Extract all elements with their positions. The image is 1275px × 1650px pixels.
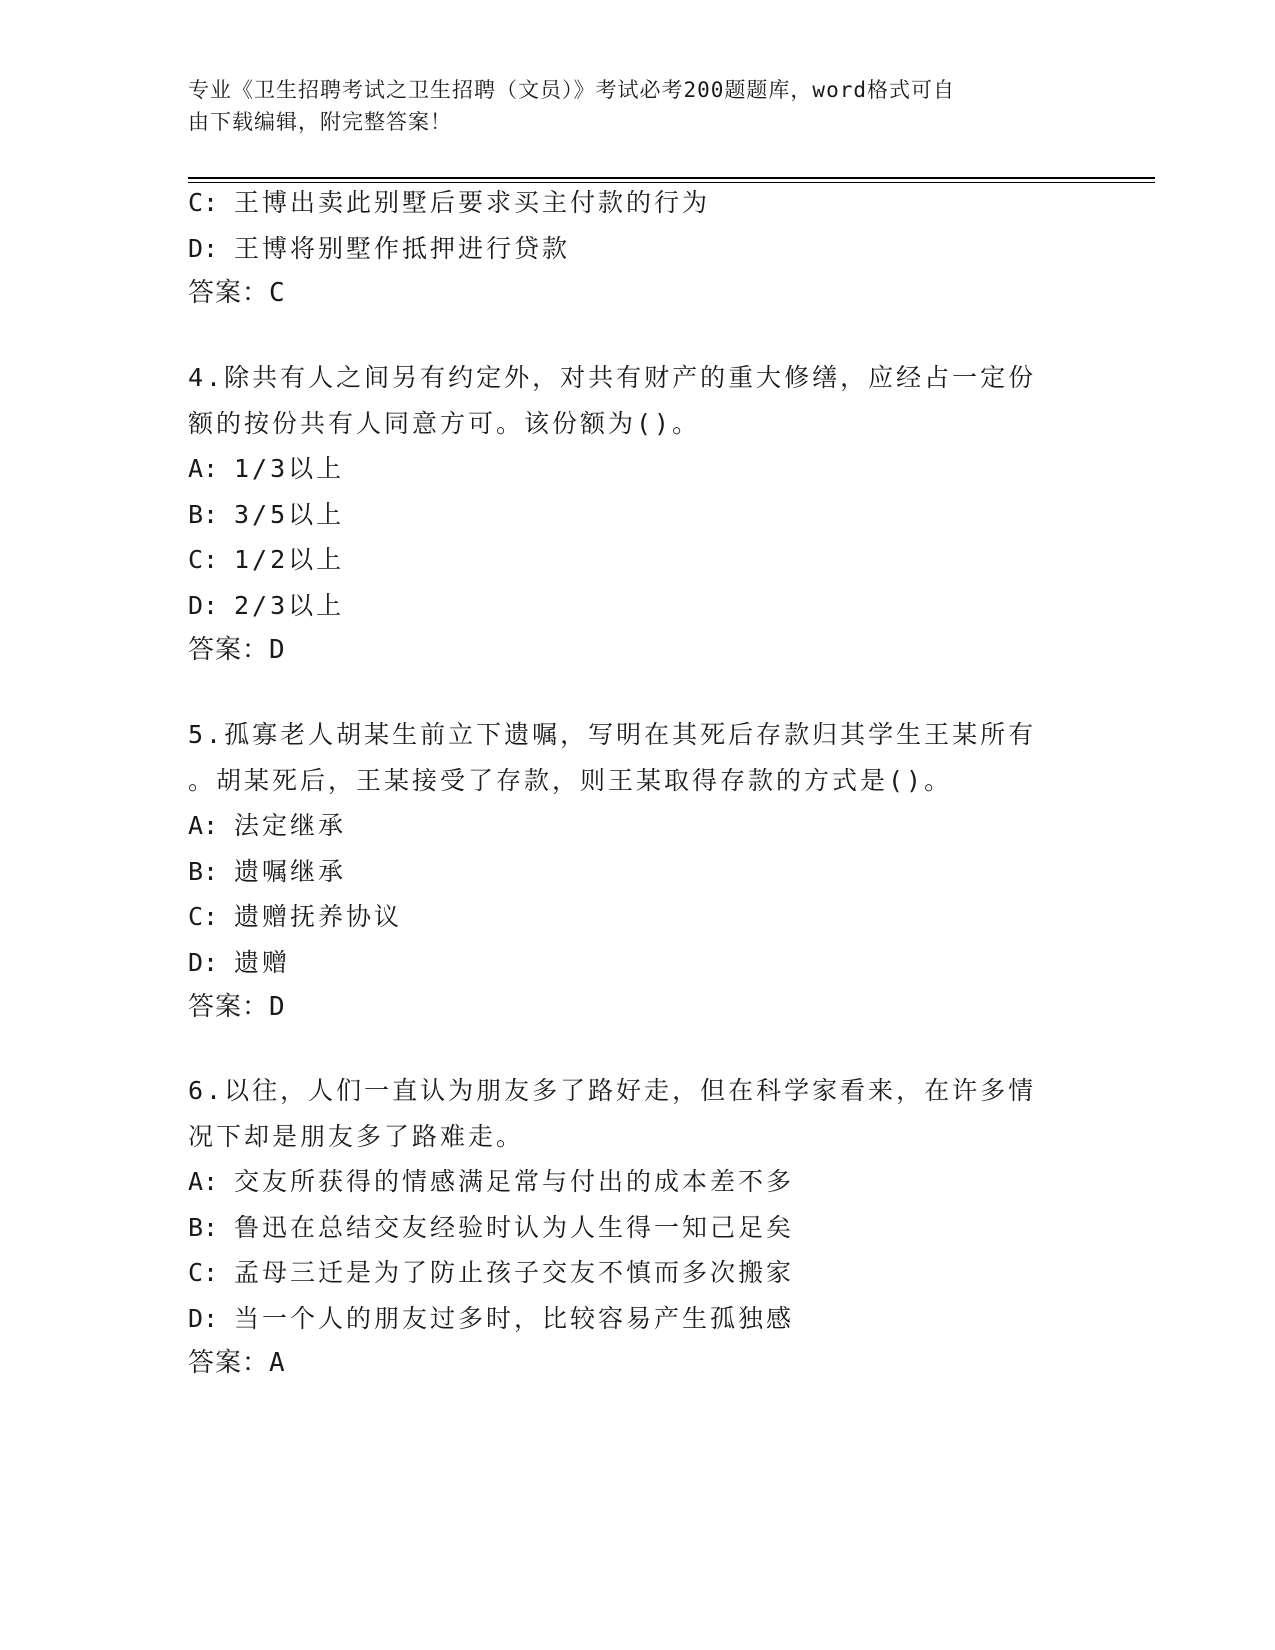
question-6 — [188, 1068, 1088, 1387]
header-line-2: 由下载编辑，附完整答案！ — [188, 110, 452, 134]
question-stem-line-1: 5.孤寡老人胡某生前立下遗嘱，写明在其死后存款归其学生王某所有 — [188, 720, 1037, 749]
option-c: C: 遗赠抚养协议 — [188, 902, 403, 931]
answer: 答案：C — [188, 278, 286, 308]
answer: 答案：D — [188, 635, 286, 665]
header-divider-top — [188, 177, 1155, 179]
option-c: C: 1/2以上 — [188, 545, 345, 574]
option-a: A: 法定继承 — [188, 811, 347, 840]
option-c: C: 王博出卖此别墅后要求买主付款的行为 — [188, 188, 711, 217]
question-stem-line-2: 。胡某死后，王某接受了存款，则王某取得存款的方式是()。 — [188, 765, 953, 795]
question-5 — [188, 712, 1088, 1031]
header-line-1: 专业《卫生招聘考试之卫生招聘（文员）》考试必考200题题库，word格式可自 — [188, 78, 955, 102]
option-b: B: 鲁迅在总结交友经验时认为人生得一知己足矣 — [188, 1212, 795, 1242]
question-stem-line-2: 况下却是朋友多了路难走。 — [188, 1121, 525, 1151]
question-stem-line-2: 额的按份共有人同意方可。该份额为()。 — [188, 408, 701, 438]
question-3-tail — [188, 180, 1088, 317]
question-stem-line-1: 6.以往，人们一直认为朋友多了路好走，但在科学家看来，在许多情 — [188, 1076, 1037, 1105]
question-stem-line-1: 4.除共有人之间另有约定外，对共有财产的重大修缮，应经占一定份 — [188, 363, 1037, 392]
option-a: A: 1/3以上 — [188, 454, 345, 483]
option-d: D: 遗赠 — [188, 947, 291, 977]
option-d: D: 2/3以上 — [188, 590, 345, 620]
document-header — [188, 74, 1068, 138]
option-d: D: 当一个人的朋友过多时，比较容易产生孤独感 — [188, 1303, 795, 1333]
option-b: B: 3/5以上 — [188, 499, 345, 529]
option-c: C: 孟母三迁是为了防止孩子交友不慎而多次搬家 — [188, 1258, 795, 1287]
option-a: A: 交友所获得的情感满足常与付出的成本差不多 — [188, 1167, 795, 1196]
answer: 答案：A — [188, 1348, 286, 1378]
option-b: B: 遗嘱继承 — [188, 856, 347, 886]
question-4 — [188, 355, 1088, 674]
option-d: D: 王博将别墅作抵押进行贷款 — [188, 233, 571, 263]
answer: 答案：D — [188, 992, 286, 1022]
